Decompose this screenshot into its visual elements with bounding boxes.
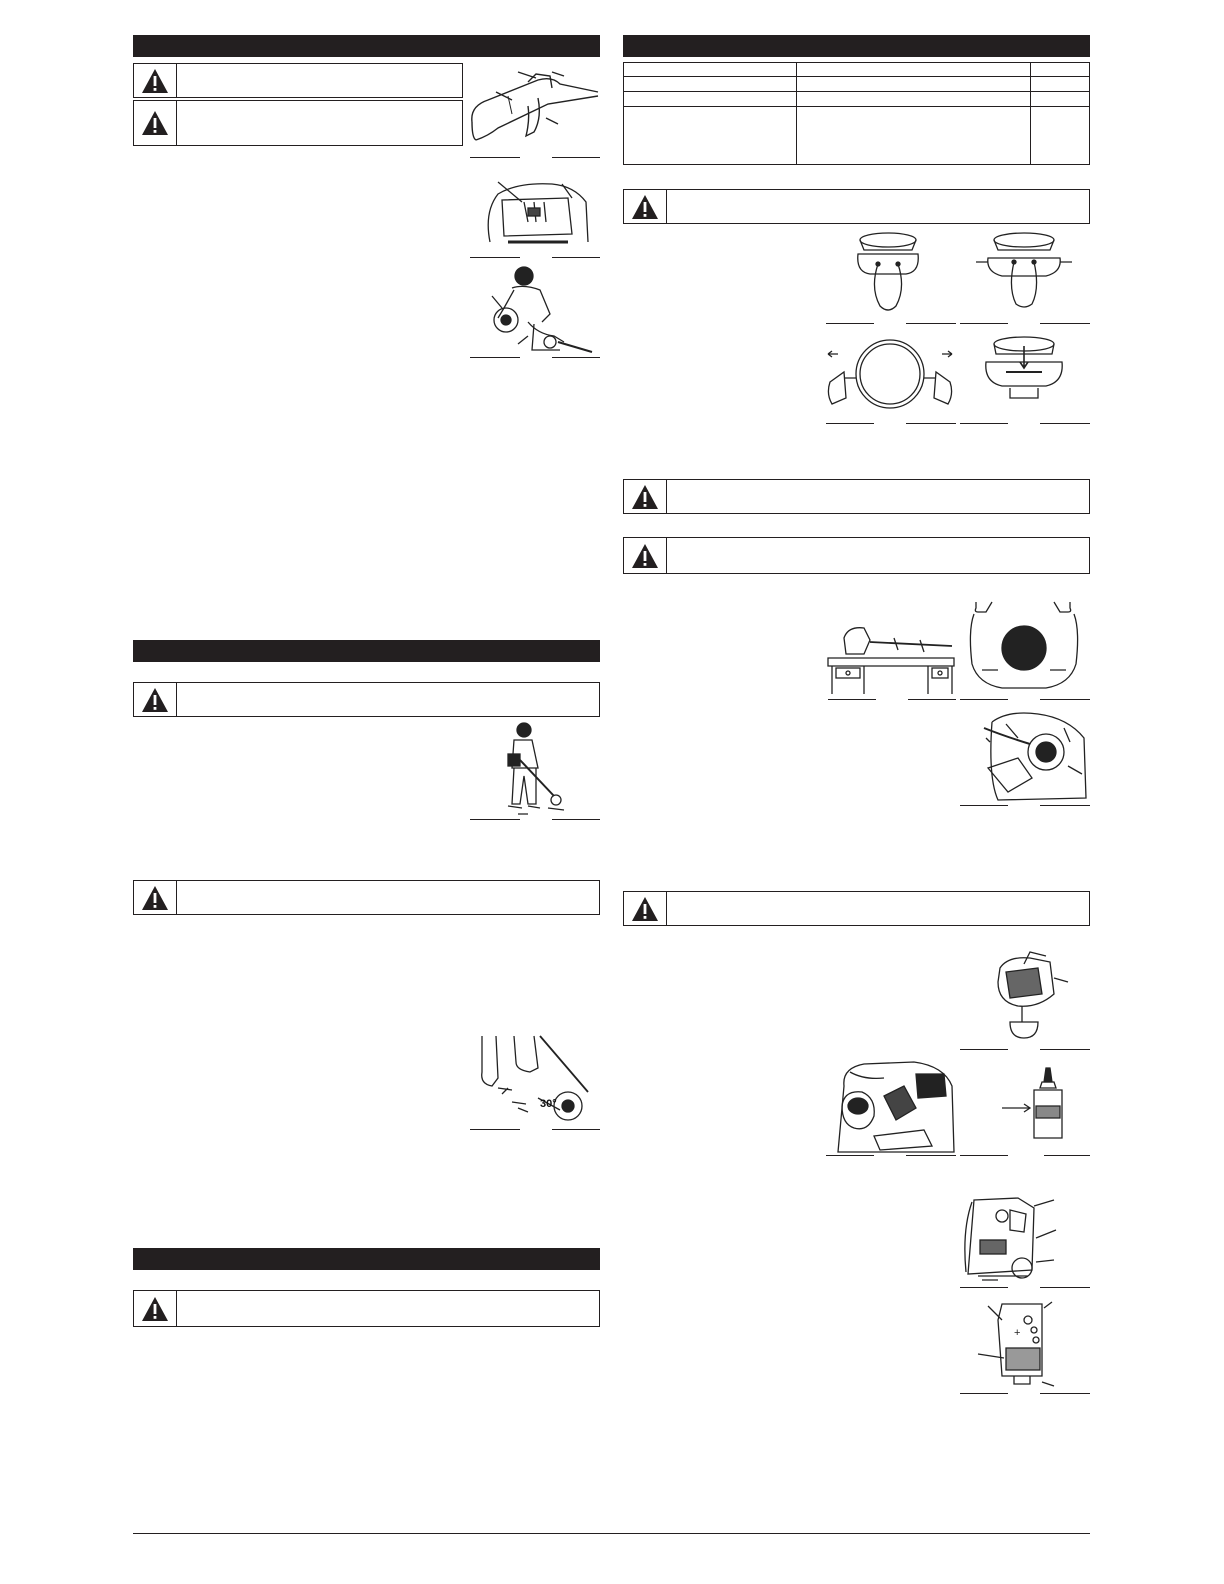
figure-caption-line [906,323,956,324]
figure-spool-assembled [958,332,1090,424]
figure-caption-line [552,257,600,258]
figure-caption-line [826,323,874,324]
figure-spool-line-loop [824,228,956,324]
trim-angle-label: 30° [540,1098,557,1110]
figure-caption-line [1040,699,1090,700]
figure-caption-line [828,699,876,700]
figure-caption-line [960,1155,1008,1156]
figure-engine-closeup [958,708,1090,806]
warning-triangle-icon [134,1291,177,1326]
figure-caption-line [470,157,520,158]
figure-caption-line [908,699,956,700]
section-bar-left-2 [133,640,600,662]
warning-triangle-icon [624,538,667,573]
warning-triangle-icon [624,892,667,925]
table-row-divider [624,76,1089,77]
figure-caption-line [960,1049,1008,1050]
figure-caption-line [1040,805,1090,806]
warning-box [133,100,463,146]
figure-caption-line [1040,1049,1090,1050]
table-row-divider [624,106,1089,107]
warning-triangle-icon [134,64,177,97]
maintenance-table [623,62,1090,165]
figure-line-stretch [824,332,956,424]
figure-carburetor-diagram [958,1296,1090,1394]
warning-box [623,479,1090,514]
warning-box [623,537,1090,574]
warning-triangle-icon [134,881,177,914]
figure-throttle-handle [468,62,600,158]
svg-text:+: + [1014,1327,1021,1339]
table-row-divider [624,91,1089,92]
figure-caption-line [552,819,600,820]
section-bar-left-1 [133,35,600,57]
figure-caption-line [826,423,874,424]
figure-caption-line [470,357,520,358]
figure-caption-line [960,323,1008,324]
figure-caption-line [960,699,1008,700]
figure-caption-line [906,423,956,424]
figure-engine-front [958,948,1090,1050]
figure-oil-bottle [958,1056,1090,1156]
figure-carburetor [958,1190,1090,1288]
warning-triangle-icon [134,683,177,716]
figure-caption-line [552,157,600,158]
figure-caption-line [960,1393,1008,1394]
warning-box [623,189,1090,224]
warning-box [133,880,600,915]
figure-caption-line [470,257,520,258]
footer-rule [133,1533,1090,1534]
figure-caption-line [1044,1155,1090,1156]
warning-triangle-icon [624,480,667,513]
figure-engine-switch [468,172,600,258]
figure-caption-line [960,1287,1008,1288]
figure-spool-line-inserted [958,228,1090,324]
warning-box [623,891,1090,926]
table-column-divider [796,63,797,164]
figure-caption-line [826,1155,874,1156]
figure-operator-starting [468,262,600,358]
warning-triangle-icon [624,190,667,223]
figure-caption-line [470,1129,520,1130]
warning-box [133,682,600,717]
table-column-divider [1030,63,1031,164]
figure-operator-trimming [468,720,600,820]
figure-caption-line [960,423,1008,424]
figure-air-filter-cover [958,600,1090,700]
figure-trimmer-on-bench [824,620,956,700]
figure-fuel-cap [824,1056,956,1156]
figure-caption-line [552,357,600,358]
figure-caption-line [1040,1287,1090,1288]
figure-caption-line [552,1129,600,1130]
figure-caption-line [906,1155,956,1156]
warning-box [133,63,463,98]
figure-caption-line [470,819,520,820]
figure-caption-line [1040,323,1090,324]
section-bar-right-1 [623,35,1090,57]
figure-caption-line [1040,1393,1090,1394]
warning-box [133,1290,600,1327]
section-bar-left-3 [133,1248,600,1270]
figure-caption-line [1040,423,1090,424]
warning-triangle-icon [134,101,177,145]
figure-trimming-angle [468,1032,600,1130]
figure-caption-line [960,805,1008,806]
